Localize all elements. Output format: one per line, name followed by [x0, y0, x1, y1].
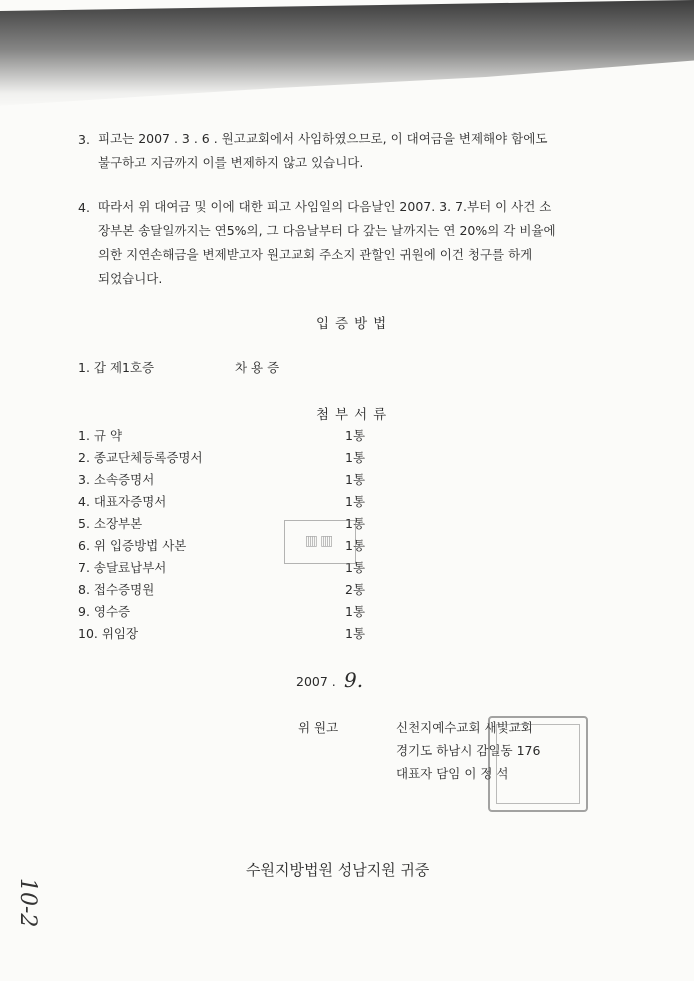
- attachment-label: 5. 소장부본: [78, 516, 143, 531]
- evidence-item-value: 차 용 증: [235, 360, 280, 375]
- attachment-count: 1통: [345, 428, 366, 443]
- attachment-row: [78, 426, 378, 448]
- plaintiff-role: 위 원고: [298, 720, 339, 735]
- attachments-heading: 첨부서류: [316, 407, 393, 423]
- attachment-label: 9. 영수증: [78, 604, 131, 619]
- attachment-label: 10. 위임장: [78, 626, 139, 641]
- paragraph-3-line-2: 불구하고 지금까지 이를 변제하지 않고 있습니다.: [98, 155, 364, 170]
- plaintiff-name: 신천지예수교회 새빛교회: [396, 720, 533, 735]
- paragraph-4-line-4: 되었습니다.: [98, 271, 163, 286]
- court-addressee: 수원지방법원 성남지원 귀중: [246, 861, 430, 879]
- official-seal-stamp: [488, 716, 588, 812]
- paragraph-4-line-1: 따라서 위 대여금 및 이에 대한 피고 사임일의 다음날인 2007. 3. 7.부터 이 사건 소: [98, 199, 552, 214]
- attachment-row: [78, 470, 378, 492]
- evidence-item-label: 1. 갑 제1호증: [78, 360, 155, 375]
- attachment-label: 6. 위 입증방법 사본: [78, 538, 187, 553]
- paragraph-3-line-1: 피고는 2007 . 3 . 6 . 원고교회에서 사임하였으므로, 이 대여금을 변제해야 함에도: [98, 131, 548, 146]
- faint-stamp: ▥▥: [284, 520, 356, 564]
- date-printed: 2007 .: [296, 674, 336, 689]
- scan-shadow-band: [0, 0, 694, 110]
- attachment-count: 1통: [345, 450, 366, 465]
- attachment-row: [78, 580, 378, 602]
- attachment-row: [78, 602, 378, 624]
- attachment-label: 8. 접수증명원: [78, 582, 155, 597]
- attachment-count: 1통: [345, 538, 366, 553]
- attachment-count: 1통: [345, 494, 366, 509]
- attachment-label: 3. 소속증명서: [78, 472, 155, 487]
- plaintiff-representative: 대표자 담임 이 정 석: [396, 766, 509, 781]
- attachment-row: [78, 448, 378, 470]
- date-handwritten: 9.: [344, 668, 364, 692]
- attachment-count: 1통: [345, 604, 366, 619]
- attachment-count: 1통: [345, 560, 366, 575]
- attachment-count: 2통: [345, 582, 366, 597]
- page-mark-handwritten: 10-2: [15, 878, 40, 928]
- attachment-count: 1통: [345, 472, 366, 487]
- attachment-count: 1통: [345, 516, 366, 531]
- attachment-label: 2. 종교단체등록증명서: [78, 450, 203, 465]
- attachment-label: 7. 송달료납부서: [78, 560, 167, 575]
- attachment-label: 4. 대표자증명서: [78, 494, 167, 509]
- attachment-row: [78, 624, 378, 646]
- attachment-label: 1. 규 약: [78, 428, 123, 443]
- evidence-heading: 입증방법: [316, 316, 393, 332]
- paragraph-4-line-3: 의한 지연손해금을 변제받고자 원고교회 주소지 관할인 귀원에 이건 청구를 하게: [98, 247, 533, 262]
- attachment-row: [78, 492, 378, 514]
- plaintiff-address: 경기도 하남시 감일동 176: [396, 743, 541, 758]
- attachment-count: 1통: [345, 626, 366, 641]
- paragraph-4-line-2: 장부본 송달일까지는 연5%의, 그 다음날부터 다 갚는 날까지는 연 20%의 각 비율에: [98, 223, 556, 238]
- paragraph-3-number: 3.: [78, 132, 90, 147]
- paragraph-4-number: 4.: [78, 200, 90, 215]
